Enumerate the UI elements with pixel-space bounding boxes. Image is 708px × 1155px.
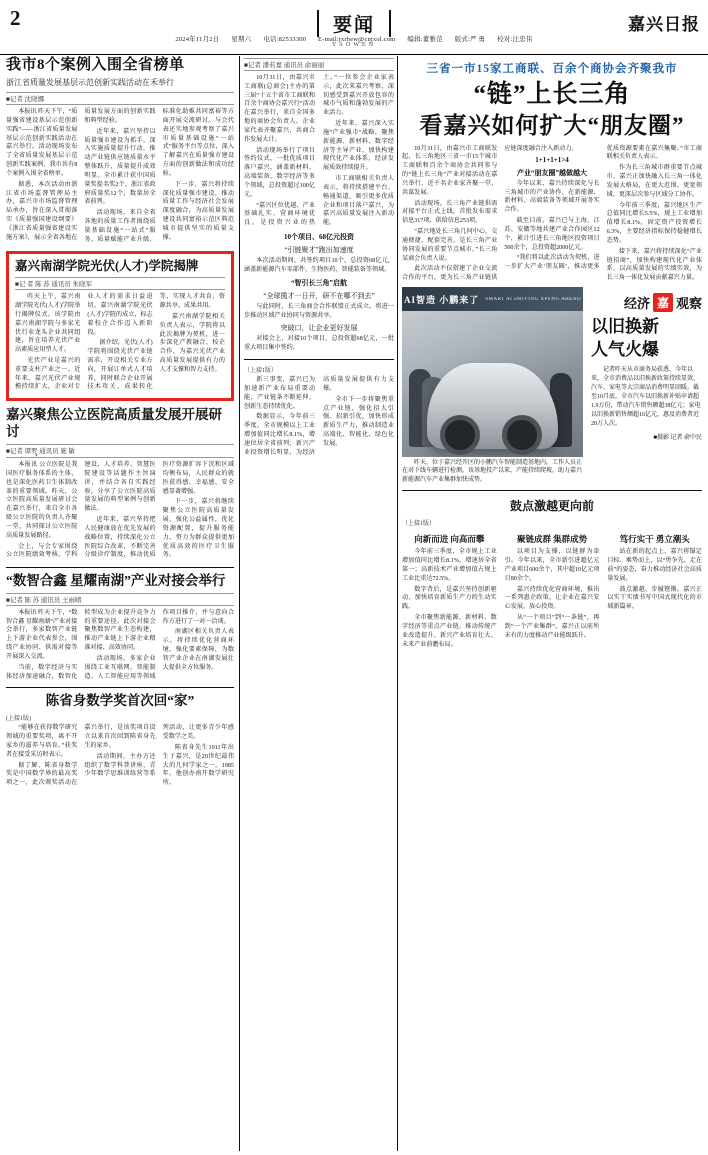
economy-observation-logo (591, 293, 702, 312)
article-body (402, 548, 497, 649)
paragraph: 活动现场，来自全省各地的质量工作者围绕质量基础设施“一站式”服务、质量赋能产业升级、标准化助推共同富裕等方面开展交流研讨。与会代表还实地参观考察了嘉兴市质量基础设施“一站式”服务平台等点位，深入了解嘉兴在质量强市建设方面的创新做法和成功经验。 (84, 109, 234, 243)
article-body (6, 461, 234, 561)
article-chamber-gathering (244, 58, 394, 353)
article-chern-math-prize (6, 693, 234, 788)
section-title-text: 要闻 (317, 10, 391, 37)
paragraph: 今年前三季度，全市规上工业增加值同比增长8.1%，增速居全省第一；高新技术产业增加值占规上工业比重达72.5%。 (402, 549, 497, 582)
paragraph: 市工商联相关负责人表示，将持续搭建平台、畅通渠道，吸引更多优质企业和项目落户嘉兴，为嘉兴高质量发展注入新动能。 (323, 176, 394, 227)
package-headline-line1: “链”上长三角 (473, 81, 631, 108)
paragraph: 会上，与会专家围绕公立医院绩效考核、学科建设、人才培养、智慧医院建设等话题作主旨演讲，并结合各自实践经验，分享了公立医院高质量发展的典型案例与创新做法。 (6, 462, 156, 559)
paragraph: 近年来，嘉兴坚持以质量强市建设为抓手，深入实施质量提升行动，推动产业链供应链质量水平整体跃升，质量提升成效明显。全市累计获中国质量奖提名奖2个、浙江省政府质量奖12个，数量居全省前列。 (84, 128, 156, 206)
page-number: 2 (10, 6, 21, 30)
jump-note: (上接1版) (6, 716, 31, 723)
paragraph: 新三事变，嘉兴已为加速新产业布局重要动能，产业链条不断延伸、创新生态持续优化。 (244, 377, 315, 410)
lead-package (402, 60, 702, 139)
econ-headline-line1: 以旧换新 (591, 317, 660, 337)
column-divider-1 (239, 56, 240, 1151)
paragraph: 本报讯 昨天下午，“质量强省建设基层示范创新实践”——浙江省质量发展基层示范创新实践活动在嘉兴举行。活动现场发布了全省质量发展基层示范创新实践案例，我市共有8个案例入围全省榜单。 (6, 109, 78, 177)
jump-note: （上接1版） (402, 521, 436, 528)
headline: 我市8个案例入围全省榜单 (6, 57, 185, 73)
paragraph: 本次活动期间，共签约项目10个，总投资68亿元，涵盖新能源汽车零部件、生物医药、智能装备等领域。 (244, 258, 394, 273)
paragraph: 陈省身先生1911年出生于嘉兴，是20世纪最伟大的几何学家之一。1985年，他创办南开数学研究所。 (162, 744, 234, 787)
paragraph: 全市下一步将聚焦重点产业链，强化招大引强、招新引优，加快形成新质生产力，推动制造业高端化、智能化、绿色化发展。 (323, 396, 394, 447)
paragraph: 嘉兴持续优化营商环境，推出一系列惠企政策，让企业在嘉兴安心发展、放心投资。 (504, 586, 600, 611)
paragraph: 站在新的起点上，嘉兴将锚定目标、乘势而上，以“勇争先、走在前”的姿态，奋力推动经济社会高质量发展。 (607, 549, 703, 582)
paragraph: 接下来，嘉兴将持续深化“产业链招商”，加快构建现代化产业体系，以高质量发展的实绩实效，为长三角一体化发展贡献嘉兴力量。 (606, 248, 702, 282)
article-body (244, 74, 394, 229)
paragraph: “我们将以此次活动为契机，进一步扩大产业‘朋友圈’，推动更多优质资源要素在嘉兴集聚。”市工商联相关负责人表示。 (504, 145, 702, 271)
paragraph: 以项目为支撑，以链群为牵引。今年以来，全市新引进超亿元产业项目600余个，其中超10亿元项目80余个。 (504, 549, 600, 582)
paragraph: 活动期间，主办方还组织了数学科普讲座、青少年数学思维训练营等系列活动，让更多青少年感受数学之美。 (84, 725, 234, 778)
paragraph: 本报讯 公立医院是我国医疗服务体系的主体，也是深化医药卫生体制改革的重要领域。昨天，公立医院高质量发展研讨会在嘉兴举行，来自全市各级公立医院的负责人齐聚一堂，共同探讨公立医院高质量发展路径。 (6, 462, 78, 539)
paragraph: 南湖区相关负责人表示，将持续优化营商环境，强化要素保障，为数智产业企业在南湖发展壮大提供全方位服务。 (162, 629, 234, 671)
left-column (6, 56, 234, 1151)
section-rule (6, 687, 234, 688)
paragraph: 截至目前，嘉兴已与上海、江苏、安徽等地共建产业合作园区12个，累计引进长三角地区投资项目500余个，总投资超2000亿元。 (504, 218, 600, 251)
paragraph: 据了解，陈省身数学奖是中国数学界的最高奖项之一，此次颁奖活动在嘉兴举行，是该奖项自设立以来首次回到陈省身先生的家乡。 (6, 725, 156, 787)
econ-brand-right: 观察 (675, 296, 702, 312)
photo-car (427, 363, 557, 449)
article-body (505, 548, 600, 640)
byline: ■记者 谭罗ูุ 通讯员 施 敏 (6, 444, 234, 458)
subhead: 1+1+1+1>4 (535, 156, 569, 165)
lead-package-body (402, 145, 702, 283)
article-drumbeat (402, 497, 702, 651)
right-column (402, 56, 702, 1151)
section-title (0, 10, 708, 37)
article-body (244, 376, 394, 457)
pullquote: 突破口，让企业更好发展 (280, 324, 358, 333)
paragraph: 近年来，嘉兴坚持把人民健康放在优先发展的战略位置，持续深化公立医院综合改革，不断完善分级诊疗制度，推动优质医疗资源扩容下沉和区域均衡布局，人民群众的就医获得感、幸福感、安全感显著增强。 (84, 462, 234, 559)
photo-caption: 昨天，位于嘉兴经开区的小鹏汽车智能制造基地内，工作人员正在对下线车辆进行检测。该基地投产以来，产能持续爬坡，助力嘉兴新能源汽车产业集群加快成势。 (402, 460, 583, 483)
paragraph: “能够在获得数学研究领域的重要奖项，离不开家乡的滋养与培育。”获奖者在接受采访时表示。 (6, 725, 78, 758)
package-headline-line2: 看嘉兴如何扩大“朋友圈” (419, 112, 685, 138)
photo-car-wheel (502, 415, 542, 455)
econ-headline-line2: 人气火爆 (591, 340, 660, 360)
subsection-body (244, 257, 394, 275)
paragraph: 近年来，嘉兴深入实施“产业强市”战略，聚焦新能源、新材料、数字经济等主导产业，加快构建现代化产业体系，经济发展质效持续提升。 (323, 121, 394, 172)
newspaper-nameplate: 嘉兴日报 (628, 15, 700, 35)
paragraph: 数字背后，是嘉兴坚持创新驱动、加快培育新质生产力的生动实践。 (402, 586, 497, 611)
byline: ■记者 陈 苏 通讯员 王雨晴 (6, 593, 234, 606)
paragraph: “嘉兴区位优越、产业基础扎实、营商环境优良，是投资兴业的热土。”一位参会企业家表示，此次来嘉兴考察，深切感受到嘉兴开放包容的城市气质和蓬勃发展的产业活力。 (244, 75, 394, 227)
photo-banner-text: AI智造 小鹏来了 (403, 294, 480, 305)
logo-pinyin: YAOWEN (332, 42, 376, 48)
paragraph: 作为长三角城市群重要节点城市，嘉兴正加快融入长三角一体化发展大格局，在更大范围、更宽领域、更深层次参与区域分工协作。 (606, 165, 702, 198)
subsection-title-2: “智引长三角”启航 (291, 278, 347, 287)
paragraph: 活动现场，长三角产业链供需对接平台正式上线，首批发布需求信息317项，供给信息253项。 (402, 200, 498, 225)
paragraph: 据介绍，光伏(人才)学院将围绕光伏产业链需求，开设相关专业方向，开展订单式人才培养，同时联合企业开展技术攻关、成果转化等，实现人才共育、资源共享、成果共用。 (87, 294, 225, 391)
issue-proof: 校对:汪忠伟 (497, 36, 533, 43)
middle-column (244, 56, 394, 1151)
subsection-body-2 (244, 303, 394, 321)
subsection-title: 10个项目、68亿元投资 (284, 233, 354, 242)
issue-weekday: 星期六 (231, 36, 252, 43)
subhead: 向新而进 向高而攀 (414, 534, 485, 545)
column-divider-2 (397, 56, 398, 1151)
news-photo (402, 287, 583, 457)
issue-email: E-mail:jxrbew@cnjxol.com (318, 36, 396, 43)
econ-body: 记者昨天从市商务局获悉，今年以来，全市消费品以旧换新政策持续显效，汽车、家电等大宗商品消费明显回暖。截至10月底，全市汽车以旧换新补贴申请超1.9万份，带动汽车销售额超38亿元；家电以旧换新销售额超16亿元，惠及消费者近20万人次。 (591, 366, 701, 427)
byline: ■记者 潘若嘉 通讯员 俞丽丽 (244, 58, 394, 71)
subsection-subtitle: “引链聚才”跑出加速度 (284, 246, 354, 255)
paragraph: 今年以来，嘉兴持续深化与长三角城市的产业协作，在新能源、新材料、高端装备等领域开展务实合作。 (504, 180, 600, 214)
econ-credit: ■摄影 记者 俞中民 (653, 434, 702, 441)
paragraph: 10月31日，由嘉兴市工商联发起、长三角地区三省一市15个城市工商联和百余个商协会共同参与的“链上长三角”产业对接活动在嘉兴举行，近千名企业家齐聚一堂，共谋发展。 (402, 145, 498, 196)
paragraph: 下一步，嘉兴将持续深化质量强市建设，推动质量工作与经济社会发展深度融合，为高质量发展建设共同富裕示范区典范城市提供坚实的质量支撑。 (162, 181, 234, 241)
paragraph: 本报讯 昨天下午，“数智合鑫 星耀南湖”产业对接会举行，多家数智产业链上下游企业代表参会，围绕产业协同、供需对接等开展深入交流。 (6, 609, 78, 660)
section-rule (402, 490, 702, 491)
jump-note: （上接1版） (244, 368, 278, 375)
paragraph: 数据显示，今年前三季度，全市规模以上工业增加值同比增长8.1%，增速位居全省前列；新兴产业投资增长明显，为经济高质量发展提供有力支撑。 (244, 377, 394, 456)
article-body (6, 108, 234, 244)
article-body (607, 548, 702, 612)
paragraph: 当前，数字经济与实体经济加速融合，数智化转型成为企业提升竞争力的重要途径。此次对接会聚焦数智产业生态构建，推动产业链上下游企业精准对接、高效协同。 (6, 609, 156, 680)
headline: 嘉兴南湖学院光伏(人才)学院揭牌 (15, 258, 199, 273)
article-digital-matchmaking (6, 573, 234, 682)
article-quality-cases (6, 56, 234, 245)
headline: “数智合鑫 星耀南湖”产业对接会举行 (6, 572, 226, 588)
paragraph: 对接会上，对接10个项目，总投资超68亿元，一批重大项目集中签约。 (244, 336, 394, 352)
paragraph: 今年前三季度，嘉兴地区生产总值同比增长5.5%，规上工业增加值增长8.1%，固定资产投资增长6.3%，主要经济指标保持稳健增长态势。 (606, 202, 702, 244)
article-body (6, 609, 234, 682)
subhead: 笃行实干 勇立潮头 (619, 534, 690, 545)
subheadline: 浙江省质量发展基层示范创新实践活动在禾举行 (6, 77, 174, 87)
subhead: 聚链成群 集群成势 (516, 534, 588, 545)
paragraph: 活动现场举行了项目签约仪式，一批优质项目落户嘉兴，涵盖新材料、高端装备、数字经济等多个领域，总投资超过100亿元。 (244, 147, 315, 198)
highlighted-article-box (6, 251, 234, 402)
issue-date: 2024年11月2日 (175, 36, 220, 43)
masthead (0, 0, 708, 55)
section-rule (6, 567, 234, 568)
paragraph: 10月31日，由嘉兴市工商联(总商会)主办的第三届“十五个省市工商联和百余个商协会嘉兴行”活动在嘉兴举行，来自全国多地的商协会负责人、企业家代表齐聚嘉兴，共商合作发展大计。 (244, 75, 315, 143)
photo-banner-subtext: SMART AI DRIVING XPENG AHEAD (485, 296, 582, 302)
issue-editor: 编辑:董雅范 (407, 36, 443, 43)
photo-banner (402, 287, 583, 311)
byline: ■记 者 陈 苏 通讯员 朱晓军 (15, 277, 225, 290)
pullquote-body (244, 335, 394, 353)
paragraph: “嘉兴地处长三角几何中心，交通便捷、配套完善，是长三角产业协同发展的重要节点城市。”长三角某商会负责人说。 (402, 229, 498, 262)
paragraph: 从“一个项目”到“一条链”，再到“一个产业集群”，嘉兴正以前所未有的力度推动产业能级跃升。 (504, 615, 600, 639)
paragraph: 光伏产业是嘉兴的重要支柱产业之一。近年来，嘉兴光伏产业规模持续扩大，企业对专业人才的需求日益迫切。嘉兴南湖学院光伏(人才)学院的成立，标志着校企合作迈入新阶段。 (15, 294, 153, 391)
issue-layout: 版式:严 勇 (454, 36, 486, 43)
paragraph: 全市聚焦新能源、新材料、数字经济等重点产业链，推动传统产业改造提升、新兴产业培育壮大、未来产业前瞻布局。 (402, 615, 497, 648)
headline: 鼓点激越更向前 (509, 499, 594, 514)
package-kicker: 三省一市15家工商联、百余个商协会齐聚我市 (426, 63, 678, 75)
headline: 嘉兴聚焦公立医院高质量发展开展研讨 (6, 407, 222, 440)
article-body (6, 724, 234, 788)
article-public-hospitals (6, 407, 234, 561)
article-photovoltaic-college (15, 259, 225, 393)
subhead: 产业“朋友圈”越做越大 (516, 168, 587, 177)
econ-brand-badge: 嘉 (653, 293, 673, 312)
subsection-subtitle-2: “全球揽才一日开，研不在哪不到去” (263, 291, 375, 300)
paragraph: 昨天上午，嘉兴南湖学院光伏(人才)学院举行揭牌仪式。该学院由嘉兴南湖学院与多家光伏行业龙头企业共同组建，旨在培养光伏产业高素质应用型人才。 (15, 294, 81, 354)
article-body (15, 293, 225, 392)
paragraph: 此次活动不仅搭建了企业交流合作的平台，更为长三角产业链供应链深度融合注入新动力。 (402, 145, 578, 282)
paragraph: 与此同时，长三角商会合作联盟正式成立，将进一步推动区域产业协同与资源共享。 (244, 303, 394, 319)
paragraph: 嘉兴南湖学院相关负责人表示，学院将以此次揭牌为契机，进一步深化产教融合、校企合作，为嘉兴光伏产业高质量发展提供有力的人才支撑和智力支持。 (159, 313, 225, 373)
paragraph: 据悉，本次活动由浙江省市场监督管理局主办，嘉兴市市场监督管理局承办，旨在深入贯彻落实《质量强国建设纲要》《浙江省质量强省建设实施方案》，展示全省各地在质量发展方面的创新实践和典型经验。 (6, 109, 156, 241)
econ-brand-left: 经济 (623, 296, 650, 312)
issue-phone: 电话:82533300 (263, 36, 307, 43)
paragraph: 下一步，嘉兴将继续聚焦公立医院高质量发展，强化公益属性，优化资源配置，提升服务能力，努力为群众提供更加优质高效的医疗卫生服务。 (162, 499, 234, 559)
paragraph: 鼓点激越，步履铿锵。嘉兴正以实干实绩书写中国式现代化的市域新篇章。 (607, 586, 703, 611)
article-middle-jump (244, 365, 394, 457)
page-columns (6, 56, 702, 1151)
photo-car-wheel (440, 415, 480, 455)
byline: ■记者 沈晓娜 (6, 92, 234, 105)
section-rule (244, 359, 394, 360)
headline: 陈省身数学奖首次回“家” (45, 693, 195, 709)
paragraph: 活动现场，多家企业围绕工业互联网、智能制造、人工智能应用等领域作项目推介，并与意向合作方进行了一对一洽谈。 (84, 609, 234, 680)
